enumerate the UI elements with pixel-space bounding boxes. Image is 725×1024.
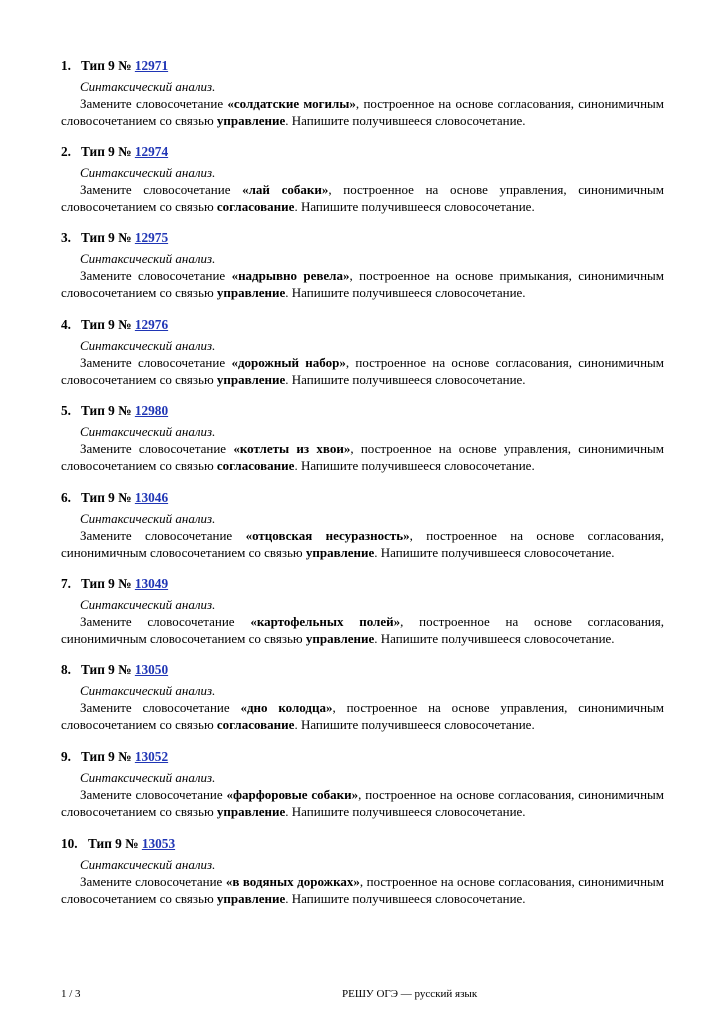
task-text bbox=[61, 354, 664, 388]
task-id-link[interactable]: 12971 bbox=[134, 58, 169, 73]
task-text-part: , построенное на основе согласования, синонимичным словосочетанием со связью bbox=[61, 96, 665, 128]
task-text-part: . Напишите получившееся словосочетание. bbox=[285, 804, 526, 819]
task-link-type: согласование bbox=[216, 199, 295, 214]
task-link-type: согласование bbox=[216, 458, 295, 473]
task-text-part: . Напишите получившееся словосочетание. bbox=[294, 717, 535, 732]
task-text-part: , построенное на основе управления, синонимичным словосочетанием со связью bbox=[61, 182, 664, 214]
task-id-link[interactable]: 12975 bbox=[134, 230, 169, 245]
task-text-part: Замените словосочетание bbox=[80, 614, 251, 629]
task-phrase: «картофельных полей» bbox=[250, 614, 401, 629]
task-phrase: «фарфоровые собаки» bbox=[226, 787, 359, 802]
task-link-type: управление bbox=[216, 804, 286, 819]
task-phrase: «в водяных дорожках» bbox=[225, 874, 360, 889]
task-subtitle: Синтаксический анализ. bbox=[80, 251, 216, 266]
task-link-type: управление bbox=[305, 545, 375, 560]
task-phrase: «надрывно ревела» bbox=[231, 268, 350, 283]
task-text-part: . Напишите получившееся словосочетание. bbox=[285, 285, 526, 300]
task-text-part: Замените словосочетание bbox=[80, 528, 246, 543]
task-header bbox=[61, 58, 168, 74]
task-text-part: , построенное на основе согласования, синонимичным словосочетанием со связью bbox=[61, 355, 665, 387]
task-subtitle: Синтаксический анализ. bbox=[80, 79, 216, 94]
task-id-link[interactable]: 13052 bbox=[134, 749, 169, 764]
task-number: 6. bbox=[61, 490, 71, 505]
task-text bbox=[61, 267, 664, 301]
task-text-part: Замените словосочетание bbox=[80, 355, 232, 370]
task-id-link[interactable]: 12976 bbox=[134, 317, 169, 332]
task-number: 5. bbox=[61, 403, 71, 418]
task-type: Тип 9 № bbox=[88, 836, 139, 851]
page-number: 1 / 3 bbox=[61, 988, 81, 1000]
task-type: Тип 9 № bbox=[81, 576, 132, 591]
task-subtitle: Синтаксический анализ. bbox=[80, 683, 216, 698]
task-text-part: Замените словосочетание bbox=[80, 96, 228, 111]
task-text-part: . Напишите получившееся словосочетание. bbox=[374, 631, 615, 646]
task-header bbox=[61, 403, 168, 419]
task-text-part: , построенное на основе управления, синонимичным словосочетанием со связью bbox=[61, 441, 665, 473]
task-text bbox=[61, 613, 664, 647]
task-subtitle: Синтаксический анализ. bbox=[80, 165, 216, 180]
task-phrase: «дно колодца» bbox=[240, 700, 333, 715]
task-header bbox=[61, 749, 168, 765]
task-number: 7. bbox=[61, 576, 71, 591]
task-type: Тип 9 № bbox=[81, 317, 132, 332]
task-text bbox=[61, 95, 664, 129]
task-text-part: , построенное на основе управления, синонимичным словосочетанием со связью bbox=[61, 700, 664, 732]
task-header bbox=[61, 230, 168, 246]
task-text-part: , построенное на основе согласования, синонимичным словосочетанием со связью bbox=[61, 614, 665, 646]
task-link-type: управление bbox=[216, 372, 286, 387]
task-id-link[interactable]: 13050 bbox=[134, 662, 169, 677]
task-text-part: . Напишите получившееся словосочетание. bbox=[285, 891, 526, 906]
task-number: 4. bbox=[61, 317, 71, 332]
task-phrase: «лай собаки» bbox=[242, 182, 329, 197]
task-number: 8. bbox=[61, 662, 71, 677]
task-phrase: «дорожный набор» bbox=[231, 355, 346, 370]
task-type: Тип 9 № bbox=[81, 403, 132, 418]
task-subtitle: Синтаксический анализ. bbox=[80, 597, 216, 612]
task-subtitle: Синтаксический анализ. bbox=[80, 857, 216, 872]
task-text-part: . Напишите получившееся словосочетание. bbox=[294, 199, 535, 214]
task-subtitle: Синтаксический анализ. bbox=[80, 770, 216, 785]
task-text-part: Замените словосочетание bbox=[80, 874, 226, 889]
task-link-type: управление bbox=[216, 113, 286, 128]
task-type: Тип 9 № bbox=[81, 144, 132, 159]
task-phrase: «отцовская несуразность» bbox=[245, 528, 410, 543]
task-header bbox=[61, 836, 175, 852]
task-text-part: , построенное на основе согласования, синонимичным словосочетанием со связью bbox=[61, 528, 664, 560]
task-text bbox=[61, 699, 664, 733]
task-text-part: , построенное на основе согласования, синонимичным словосочетанием со связью bbox=[61, 787, 664, 819]
task-phrase: «котлеты из хвои» bbox=[233, 441, 351, 456]
task-text-part: . Напишите получившееся словосочетание. bbox=[294, 458, 535, 473]
task-header bbox=[61, 662, 168, 678]
task-type: Тип 9 № bbox=[81, 662, 132, 677]
task-text bbox=[61, 181, 664, 215]
task-text-part: , построенное на основе примыкания, синонимичным словосочетанием со связью bbox=[61, 268, 665, 300]
task-text-part: , построенное на основе согласования, синонимичным словосочетанием со связью bbox=[61, 874, 665, 906]
task-link-type: согласование bbox=[216, 717, 295, 732]
task-id-link[interactable]: 12980 bbox=[134, 403, 169, 418]
task-header bbox=[61, 144, 168, 160]
task-id-link[interactable]: 12974 bbox=[134, 144, 169, 159]
task-id-link[interactable]: 13053 bbox=[141, 836, 176, 851]
task-header bbox=[61, 490, 168, 506]
task-number: 1. bbox=[61, 58, 71, 73]
task-type: Тип 9 № bbox=[81, 749, 132, 764]
task-id-link[interactable]: 13049 bbox=[134, 576, 169, 591]
task-link-type: управление bbox=[305, 631, 375, 646]
task-header bbox=[61, 576, 168, 592]
task-text-part: Замените словосочетание bbox=[80, 182, 243, 197]
task-type: Тип 9 № bbox=[81, 230, 132, 245]
task-text-part: . Напишите получившееся словосочетание. bbox=[374, 545, 615, 560]
task-header bbox=[61, 317, 168, 333]
task-text-part: Замените словосочетание bbox=[80, 700, 241, 715]
task-text bbox=[61, 873, 664, 907]
task-text-part: . Напишите получившееся словосочетание. bbox=[285, 113, 526, 128]
task-number: 2. bbox=[61, 144, 71, 159]
task-subtitle: Синтаксический анализ. bbox=[80, 511, 216, 526]
task-text-part: Замените словосочетание bbox=[80, 268, 232, 283]
task-number: 10. bbox=[61, 836, 78, 851]
task-number: 9. bbox=[61, 749, 71, 764]
task-text bbox=[61, 440, 664, 474]
task-link-type: управление bbox=[216, 285, 286, 300]
task-id-link[interactable]: 13046 bbox=[134, 490, 169, 505]
site-footer: РЕШУ ОГЭ — русский язык bbox=[342, 988, 478, 1000]
task-subtitle: Синтаксический анализ. bbox=[80, 338, 216, 353]
task-text-part: . Напишите получившееся словосочетание. bbox=[285, 372, 526, 387]
task-type: Тип 9 № bbox=[81, 490, 132, 505]
task-text bbox=[61, 527, 664, 561]
task-text-part: Замените словосочетание bbox=[80, 441, 234, 456]
task-subtitle: Синтаксический анализ. bbox=[80, 424, 216, 439]
task-phrase: «солдатские могилы» bbox=[227, 96, 356, 111]
task-link-type: управление bbox=[216, 891, 286, 906]
task-number: 3. bbox=[61, 230, 71, 245]
task-text-part: Замените словосочетание bbox=[80, 787, 227, 802]
task-text bbox=[61, 786, 664, 820]
task-type: Тип 9 № bbox=[81, 58, 132, 73]
